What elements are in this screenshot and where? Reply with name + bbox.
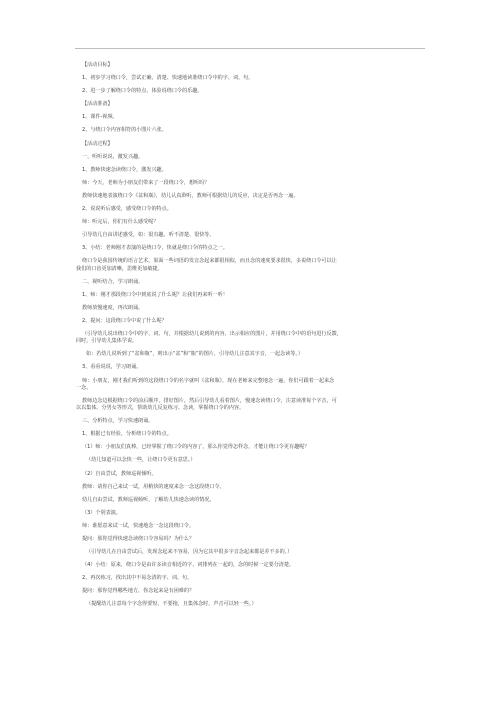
document-line: （3）个别表演。 bbox=[82, 509, 121, 516]
document-line: 教师快速地表演绕口令《盆和瓶》，幼儿认真聆听，教师可根据幼儿的反应，决定是否再念一遍。 bbox=[82, 192, 299, 199]
document-line: 一、听听说说，激发兴趣。 bbox=[82, 153, 144, 160]
document-line: 师：谁愿意来试一试，快速地念一念这段绕口令。 bbox=[82, 522, 195, 529]
document-line: 如：若幼儿说听到了“盆和瓶”，则出示“盆”和“瓶”的图片，引导幼儿注意其字音，一起念读等。） bbox=[86, 351, 304, 358]
document-line: 教师放慢速度，再次朗诵。 bbox=[82, 304, 144, 311]
document-line: （引导幼儿在自由尝试后，发现念起来不容易，因为它其中很多字音念起来都是差不多的。） bbox=[86, 549, 293, 556]
document-line: 【活动准备】 bbox=[82, 101, 113, 108]
document-line: 3、小结：老师刚才表演的是绕口令，快就是绕口令的特点之一。 bbox=[82, 245, 228, 252]
document-line: 2、说说听后感受，感受绕口令的特点。 bbox=[82, 206, 172, 213]
document-line: 师：听完后，你们有什么感受呢？ bbox=[82, 219, 159, 226]
document-line: 引导幼儿自由讲述感受，如：很有趣、听不清楚、很快等。 bbox=[82, 232, 215, 239]
document-line: 三、分析特点，学习快速朗诵。 bbox=[82, 418, 154, 425]
document-line: 3、看看说说，学习朗诵。 bbox=[82, 364, 142, 371]
document-line: 2、提问：这段绕口令中说了什么呢？ bbox=[82, 317, 167, 324]
document-line: 一念。 bbox=[76, 384, 92, 391]
document-line: 2、再次练习，找出其中不易念清的字、词、句。 bbox=[82, 575, 193, 582]
document-line: （提醒幼儿注意每个字念得要短，不要拖，且集体念时，声音可以轻一些。） bbox=[86, 601, 257, 608]
document-line: 【活动过程】 bbox=[82, 140, 113, 147]
document-line: 1、教师快速念读绕口令，激发兴趣。 bbox=[82, 166, 167, 173]
document-line: 【活动目标】 bbox=[82, 62, 113, 68]
document-line: 1、课件-视频。 bbox=[82, 114, 118, 121]
document-line: 二、视听结合，学习朗诵。 bbox=[82, 278, 144, 285]
document-line: （4）小结：原来，绕口令是由许多读音相近的字、词排列在一起的，念的时候一定要分清楚。 bbox=[82, 562, 295, 569]
document-line: 绕口令是我国传统的语言艺术，果面一些词语的发音念起来都很相似，而且念的速度要求很快，多说绕口令可以让 bbox=[82, 258, 337, 265]
document-line: 提问：那你觉得快速念读绕口令容易吗？为什么？ bbox=[82, 536, 195, 542]
document-line: （幼儿知道可以念快一些，让绕口令更有意思。） bbox=[86, 457, 196, 464]
document-line: 2、与绕口令内容相符的小图片六张。 bbox=[82, 127, 167, 134]
document-line: 教师边念边根据绕口令的前后顺序，排好图片，然后引导幼儿看着图片，慢速念读绕口令，注意读准每个字音，可 bbox=[82, 397, 337, 404]
document-line: 以以集体、分男女等形式，帮助幼儿反复练习、念读，掌握绕口令的内容。 bbox=[76, 405, 245, 412]
document-line: 师：今天，老师为小朋友们带来了一段绕口令，想听吗？ bbox=[82, 179, 210, 186]
header-rule bbox=[75, 48, 425, 49]
document-line: （2）自由尝试，教师巡视倾听。 bbox=[82, 470, 157, 477]
document-line: 1、根据已有经验，分析绕口令的特点。 bbox=[82, 431, 172, 438]
document-line: 1、师：刚才那段绕口令中到底说了什么呢？让我们再来听一听！ bbox=[82, 291, 228, 298]
document-line: 提问：那你觉得哪些地方，你念起来是有困难的？ bbox=[82, 588, 195, 595]
document-line: （1）师：小朋友们真棒，已经掌握了绕口令的内容了，那么你觉得怎样念，才能让绕口令更有趣呢？ bbox=[82, 444, 310, 451]
document-line: 1、初步学习绕口令，尝试正确、清楚、快速地读准绕口令中的字、词、句。 bbox=[82, 75, 254, 82]
document-line: （引导幼儿说出绕口令中的字、词、句，并根据幼儿说到的内容，出示相应的图片，并用绕口令中的语句进行反馈， bbox=[82, 331, 342, 338]
document-line: 师：小朋友，刚才我们听到的这段绕口令的名字就叫《盆和瓶》，现在老师来完整地念一遍，你们可跟着一起来念 bbox=[82, 377, 335, 384]
document-line: 同时，引导幼儿集体学说。 bbox=[76, 338, 138, 345]
document-line: 我们的口齿更加清晰，思维更加敏捷。 bbox=[76, 265, 163, 272]
document-line: 幼儿自由尝试，教师巡视倾听，了解幼儿快速念读的情况。 bbox=[82, 496, 215, 503]
document-line: 教师：请你自己来试一试，用稍快的速度来念一念这段绕口令。 bbox=[82, 483, 225, 490]
document-body bbox=[76, 62, 426, 615]
document-line: 2、进一步了解绕口令的特点，体验说绕口令的乐趣。 bbox=[82, 88, 203, 95]
